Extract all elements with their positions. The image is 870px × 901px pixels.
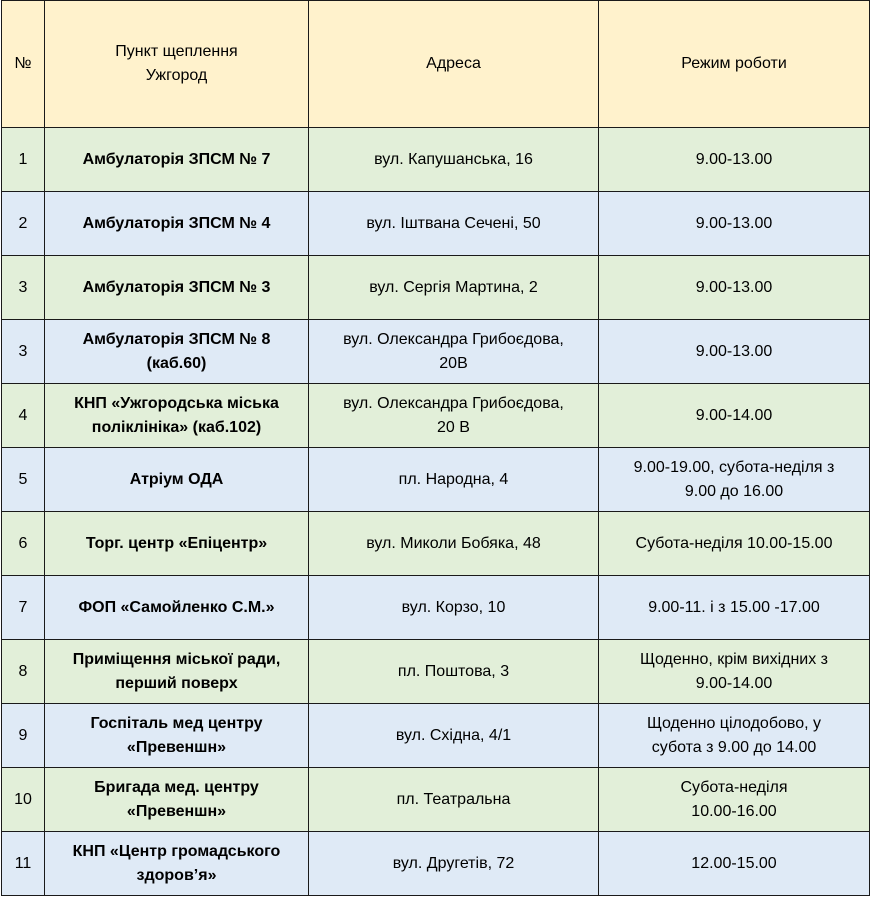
vaccination-point-name: [45, 768, 309, 832]
working-hours-cell: [599, 768, 870, 832]
address-cell: [309, 320, 599, 384]
vaccination-point-name-line: Амбулаторія ЗПСМ № 4: [82, 214, 271, 232]
working-hours-cell-line: 9.00-11. і з 15.00 -17.00: [648, 598, 820, 616]
row-number: [2, 640, 45, 704]
working-hours-cell-line: 9.00-14.00: [695, 674, 773, 692]
address-cell: [309, 768, 599, 832]
vaccination-point-name-line: (каб.60): [146, 354, 207, 372]
table-row: [2, 384, 870, 448]
working-hours-cell-line: 9.00-13.00: [695, 214, 773, 232]
address-cell-line: вул. Олександра Грибоєдова,: [343, 394, 564, 412]
vaccination-point-name: [45, 128, 309, 192]
vaccination-point-name-line: Амбулаторія ЗПСМ № 3: [82, 278, 271, 296]
address-cell-line: 20В: [439, 354, 468, 372]
working-hours-cell: [599, 832, 870, 896]
row-number: [2, 128, 45, 192]
address-cell: [309, 256, 599, 320]
vaccination-point-name-line: Приміщення міської ради,: [72, 650, 281, 668]
vaccination-point-name: [45, 320, 309, 384]
row-number: [2, 768, 45, 832]
working-hours-cell-line: субота з 9.00 до 14.00: [651, 738, 817, 756]
row-number-text: 11: [14, 854, 32, 872]
table-row: [2, 576, 870, 640]
row-number-text: 9: [18, 726, 28, 744]
address-cell-line: вул. Другетів, 72: [392, 854, 515, 872]
address-cell-line: вул. Корзо, 10: [401, 598, 506, 616]
row-number: [2, 384, 45, 448]
header-working-hours: [599, 1, 870, 128]
header-vaccination-point: [45, 1, 309, 128]
vaccination-point-name-line: Госпіталь мед центру: [90, 714, 263, 732]
working-hours-cell-line: 12.00-15.00: [691, 854, 777, 872]
header-number: [2, 1, 45, 128]
working-hours-cell-line: 9.00-19.00, субота-неділя з: [633, 458, 835, 476]
row-number-text: 5: [18, 470, 28, 488]
vaccination-point-name: [45, 512, 309, 576]
row-number: [2, 192, 45, 256]
address-cell: [309, 640, 599, 704]
header-address: [309, 1, 599, 128]
row-number-text: 7: [18, 598, 28, 616]
vaccination-point-name-line: «Превеншн»: [126, 802, 227, 820]
working-hours-cell-line: 10.00-16.00: [691, 802, 777, 820]
table-row: [2, 768, 870, 832]
working-hours-cell: [599, 256, 870, 320]
row-number-text: 3: [18, 278, 28, 296]
vaccination-point-name: [45, 640, 309, 704]
address-cell: [309, 128, 599, 192]
working-hours-cell: [599, 512, 870, 576]
working-hours-cell-line: Субота-неділя: [680, 778, 788, 796]
header-number-text: №: [14, 55, 32, 72]
vaccination-point-name: [45, 256, 309, 320]
address-cell-line: пл. Поштова, 3: [397, 662, 510, 680]
row-number: [2, 256, 45, 320]
working-hours-cell: [599, 384, 870, 448]
vaccination-point-name-line: поліклініка» (каб.102): [91, 418, 262, 436]
row-number-text: 3: [18, 342, 28, 360]
table-row: [2, 512, 870, 576]
vaccination-point-name: [45, 192, 309, 256]
working-hours-cell-line: 9.00-13.00: [695, 150, 773, 168]
table-row: [2, 448, 870, 512]
table-row: [2, 192, 870, 256]
working-hours-cell-line: Субота-неділя 10.00-15.00: [635, 534, 833, 552]
table-row: [2, 320, 870, 384]
working-hours-cell: [599, 192, 870, 256]
row-number: [2, 512, 45, 576]
working-hours-cell: [599, 320, 870, 384]
address-cell-line: вул. Миколи Бобяка, 48: [366, 534, 541, 552]
table-row: [2, 640, 870, 704]
address-cell: [309, 832, 599, 896]
table-body: [2, 128, 870, 896]
row-number-text: 8: [18, 662, 28, 680]
vaccination-point-name: [45, 576, 309, 640]
address-cell-line: вул. Олександра Грибоєдова,: [343, 330, 564, 348]
address-cell-line: пл. Театральна: [396, 790, 511, 808]
header-point-line1: Пункт щеплення: [115, 43, 238, 60]
working-hours-cell: [599, 128, 870, 192]
address-cell: [309, 512, 599, 576]
vaccination-point-name-line: Атріум ОДА: [129, 470, 224, 488]
vaccination-point-name-line: перший поверх: [115, 674, 238, 692]
address-cell: [309, 384, 599, 448]
vaccination-point-name-line: Торг. центр «Епіцентр»: [85, 534, 268, 552]
address-cell-line: 20 В: [437, 418, 470, 436]
address-cell-line: вул. Сергія Мартина, 2: [369, 278, 538, 296]
vaccination-point-name: [45, 448, 309, 512]
row-number: [2, 832, 45, 896]
vaccination-point-name: [45, 704, 309, 768]
vaccination-point-name-line: КНП «Центр громадського: [72, 842, 281, 860]
address-cell-line: пл. Народна, 4: [398, 470, 509, 488]
vaccination-points-table: [1, 0, 870, 896]
table-row: [2, 256, 870, 320]
vaccination-point-name-line: Амбулаторія ЗПСМ № 7: [82, 150, 271, 168]
row-number-text: 4: [18, 406, 28, 424]
vaccination-point-name-line: ФОП «Самойленко С.М.»: [78, 598, 275, 616]
working-hours-cell-line: 9.00-13.00: [695, 342, 773, 360]
table-header-row: [2, 1, 870, 128]
address-cell-line: вул. Капушанська, 16: [374, 150, 533, 168]
header-address-text: Адреса: [426, 55, 481, 72]
vaccination-point-name-line: Бригада мед. центру: [94, 778, 259, 796]
row-number: [2, 704, 45, 768]
table-row: [2, 704, 870, 768]
working-hours-cell-line: Щоденно цілодобово, у: [647, 714, 821, 732]
working-hours-cell-line: 9.00-14.00: [695, 406, 773, 424]
vaccination-point-name: [45, 384, 309, 448]
vaccination-point-name-line: здоров’я»: [136, 866, 217, 884]
table-row: [2, 832, 870, 896]
row-number-text: 6: [18, 534, 28, 552]
header-point-line2: Ужгород: [145, 67, 208, 84]
row-number: [2, 320, 45, 384]
address-cell: [309, 448, 599, 512]
row-number-text: 10: [14, 790, 32, 808]
row-number: [2, 448, 45, 512]
working-hours-cell-line: 9.00-13.00: [695, 278, 773, 296]
working-hours-cell: [599, 704, 870, 768]
address-cell-line: вул. Іштвана Сечені, 50: [366, 214, 541, 232]
address-cell: [309, 704, 599, 768]
vaccination-point-name: [45, 832, 309, 896]
vaccination-point-name-line: «Превеншн»: [126, 738, 227, 756]
row-number-text: 2: [18, 214, 28, 232]
row-number: [2, 576, 45, 640]
working-hours-cell: [599, 576, 870, 640]
address-cell: [309, 192, 599, 256]
vaccination-point-name-line: Амбулаторія ЗПСМ № 8: [82, 330, 271, 348]
header-hours-text: Режим роботи: [681, 55, 787, 72]
address-cell: [309, 576, 599, 640]
working-hours-cell: [599, 448, 870, 512]
vaccination-point-name-line: КНП «Ужгородська міська: [74, 394, 279, 412]
working-hours-cell: [599, 640, 870, 704]
working-hours-cell-line: Щоденно, крім вихідних з: [639, 650, 829, 668]
address-cell-line: вул. Східна, 4/1: [395, 726, 512, 744]
row-number-text: 1: [18, 150, 28, 168]
table-row: [2, 128, 870, 192]
working-hours-cell-line: 9.00 до 16.00: [684, 482, 784, 500]
